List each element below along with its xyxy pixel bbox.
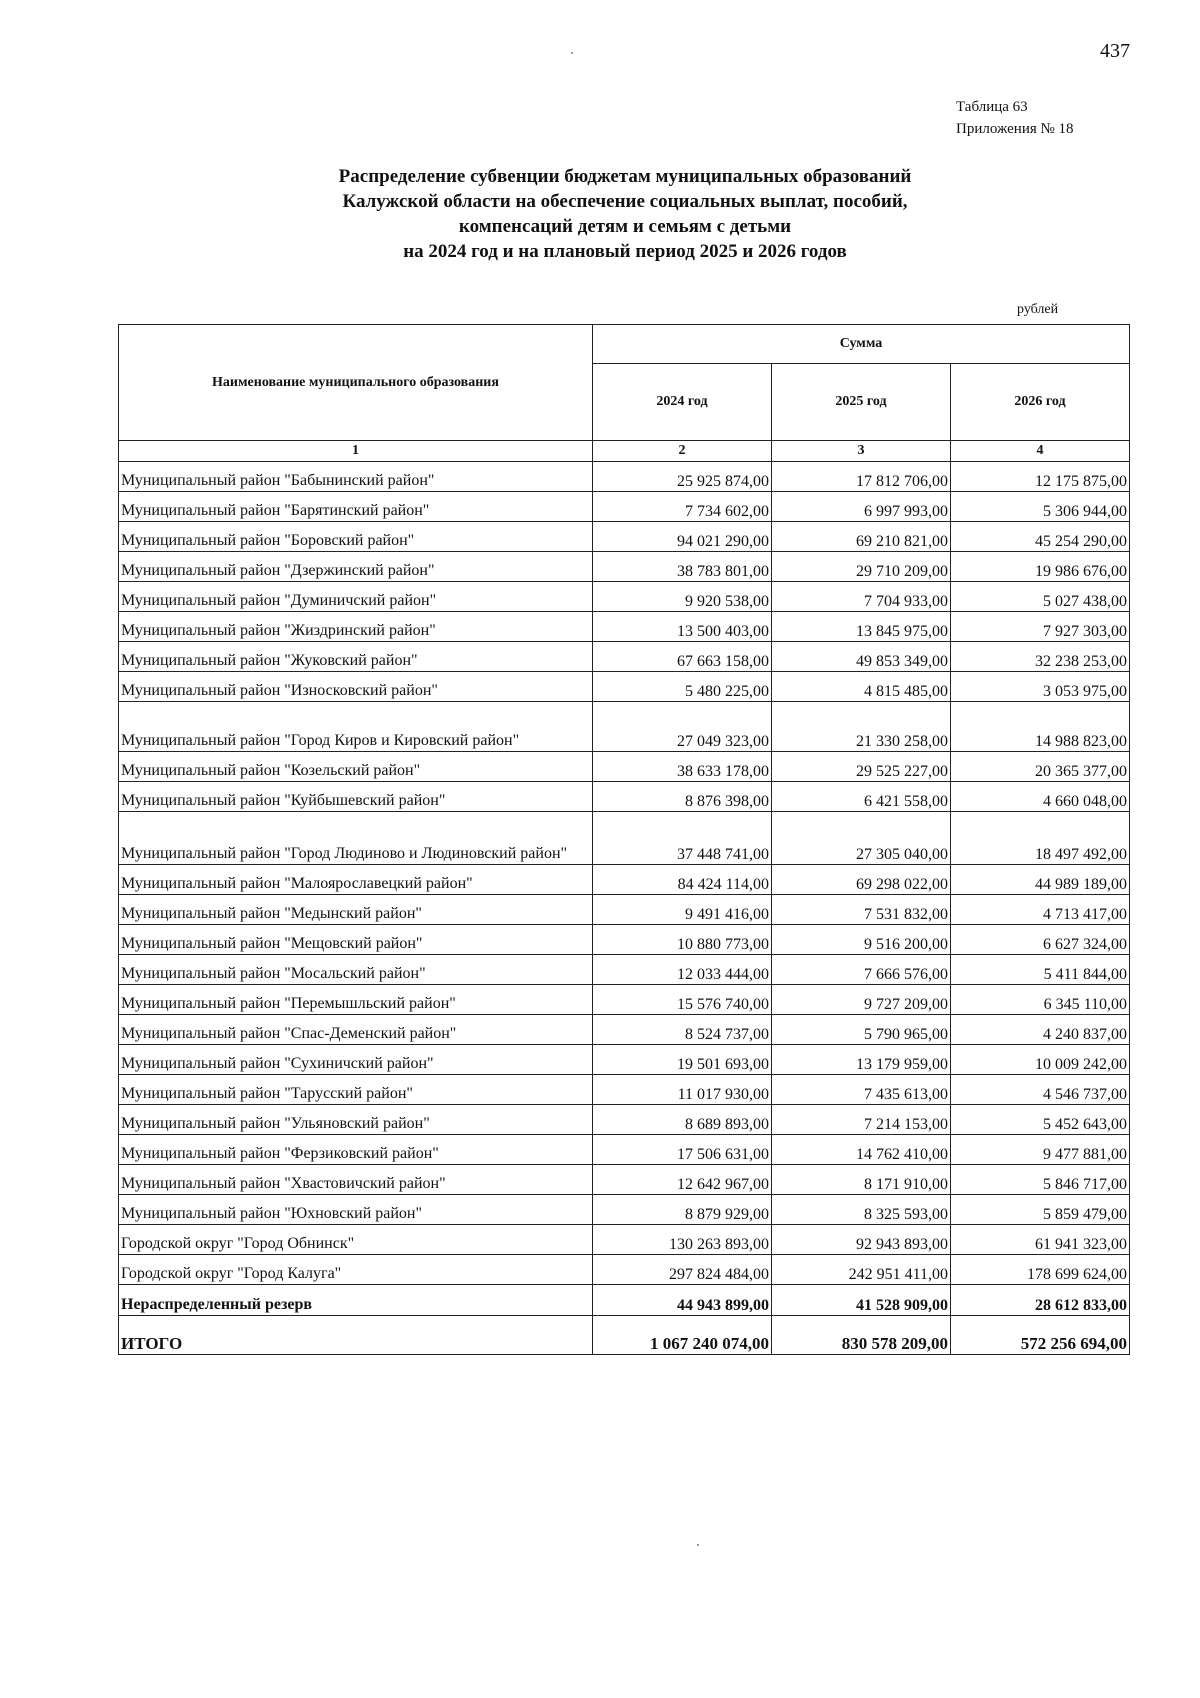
municipality-name: Муниципальный район "Износковский район": [119, 672, 593, 702]
table-row: [119, 462, 1130, 492]
table-reference: Таблица 63: [956, 99, 1028, 115]
table-row: [119, 985, 1130, 1015]
value-2026: 5 452 643,00: [951, 1105, 1130, 1135]
table-row: [119, 1075, 1130, 1105]
value-2024: 84 424 114,00: [593, 865, 772, 895]
value-2024: 25 925 874,00: [593, 462, 772, 492]
value-2025: 92 943 893,00: [772, 1225, 951, 1255]
value-2026: 5 411 844,00: [951, 955, 1130, 985]
value-2024: 8 524 737,00: [593, 1015, 772, 1045]
value-2025: 7 666 576,00: [772, 955, 951, 985]
value-2024: 8 876 398,00: [593, 782, 772, 812]
value-2024: 17 506 631,00: [593, 1135, 772, 1165]
value-2024: 7 734 602,00: [593, 492, 772, 522]
page-number: 437: [1100, 40, 1130, 62]
header-name: Наименование муниципального образования: [119, 325, 593, 441]
value-2024: 12 033 444,00: [593, 955, 772, 985]
table-row: [119, 642, 1130, 672]
value-2024: 297 824 484,00: [593, 1255, 772, 1285]
header-year-2024: 2024 год: [593, 364, 772, 441]
municipality-name: Муниципальный район "Юхновский район": [119, 1195, 593, 1225]
table-row: [119, 492, 1130, 522]
table-row: [119, 552, 1130, 582]
municipality-name: Муниципальный район "Хвастовичский район": [119, 1165, 593, 1195]
header-sum: Сумма: [593, 325, 1130, 364]
value-2025: 7 435 613,00: [772, 1075, 951, 1105]
value-2025: 17 812 706,00: [772, 462, 951, 492]
reserve-label: Нераспределенный резерв: [119, 1285, 593, 1316]
header-row: [119, 325, 1130, 364]
value-2026: 20 365 377,00: [951, 752, 1130, 782]
value-2025: 13 845 975,00: [772, 612, 951, 642]
municipality-name: Муниципальный район "Сухиничский район": [119, 1045, 593, 1075]
value-2026: 3 053 975,00: [951, 672, 1130, 702]
value-2026: 6 627 324,00: [951, 925, 1130, 955]
document-title: [200, 164, 1050, 264]
value-2025: 9 516 200,00: [772, 925, 951, 955]
value-2025: 14 762 410,00: [772, 1135, 951, 1165]
value-2026: 5 306 944,00: [951, 492, 1130, 522]
value-2024: 9 920 538,00: [593, 582, 772, 612]
value-2025: 69 210 821,00: [772, 522, 951, 552]
table-row: [119, 1045, 1130, 1075]
table-row: [119, 1255, 1130, 1285]
value-2024: 10 880 773,00: [593, 925, 772, 955]
municipality-name: Муниципальный район "Тарусский район": [119, 1075, 593, 1105]
value-2025: 4 815 485,00: [772, 672, 951, 702]
value-2026: 12 175 875,00: [951, 462, 1130, 492]
municipality-name: Муниципальный район "Барятинский район": [119, 492, 593, 522]
value-2025: 29 525 227,00: [772, 752, 951, 782]
table-row: [119, 782, 1130, 812]
value-2025: 9 727 209,00: [772, 985, 951, 1015]
scan-speck: [571, 52, 573, 54]
column-number: 3: [772, 441, 951, 462]
municipality-name: Муниципальный район "Ульяновский район": [119, 1105, 593, 1135]
subvention-table: [118, 324, 1130, 1355]
total-2025: 830 578 209,00: [772, 1316, 951, 1355]
table-row: [119, 1225, 1130, 1255]
value-2024: 27 049 323,00: [593, 702, 772, 752]
value-2026: 61 941 323,00: [951, 1225, 1130, 1255]
value-2026: 4 240 837,00: [951, 1015, 1130, 1045]
value-2025: 49 853 349,00: [772, 642, 951, 672]
table-row: [119, 752, 1130, 782]
table-row: [119, 1105, 1130, 1135]
table-row: [119, 955, 1130, 985]
total-label: ИТОГО: [119, 1316, 593, 1355]
value-2024: 38 633 178,00: [593, 752, 772, 782]
value-2025: 8 171 910,00: [772, 1165, 951, 1195]
units-label: рублей: [1017, 302, 1059, 317]
value-2024: 94 021 290,00: [593, 522, 772, 552]
appendix-reference: [956, 96, 1074, 140]
table-row: [119, 1195, 1130, 1225]
value-2024: 12 642 967,00: [593, 1165, 772, 1195]
table-row: [119, 612, 1130, 642]
value-2026: 4 660 048,00: [951, 782, 1130, 812]
value-2025: 6 421 558,00: [772, 782, 951, 812]
municipality-name: Муниципальный район "Боровский район": [119, 522, 593, 552]
reserve-row: [119, 1285, 1130, 1316]
column-numbers-row: [119, 441, 1130, 462]
value-2026: 4 546 737,00: [951, 1075, 1130, 1105]
municipality-name: Муниципальный район "Мосальский район": [119, 955, 593, 985]
header-year-2025: 2025 год: [772, 364, 951, 441]
municipality-name: Городской округ "Город Калуга": [119, 1255, 593, 1285]
municipality-name: Городской округ "Город Обнинск": [119, 1225, 593, 1255]
column-number: 4: [951, 441, 1130, 462]
value-2025: 242 951 411,00: [772, 1255, 951, 1285]
municipality-name: Муниципальный район "Город Киров и Кировский район": [119, 702, 593, 752]
total-2024: 1 067 240 074,00: [593, 1316, 772, 1355]
value-2024: 11 017 930,00: [593, 1075, 772, 1105]
value-2025: 29 710 209,00: [772, 552, 951, 582]
total-row: [119, 1316, 1130, 1355]
value-2024: 37 448 741,00: [593, 812, 772, 865]
column-number: 1: [119, 441, 593, 462]
value-2024: 8 879 929,00: [593, 1195, 772, 1225]
total-2026: 572 256 694,00: [951, 1316, 1130, 1355]
table-row: [119, 702, 1130, 752]
value-2026: 178 699 624,00: [951, 1255, 1130, 1285]
municipality-name: Муниципальный район "Дзержинский район": [119, 552, 593, 582]
table-row: [119, 1135, 1130, 1165]
value-2026: 9 477 881,00: [951, 1135, 1130, 1165]
municipality-name: Муниципальный район "Ферзиковский район": [119, 1135, 593, 1165]
value-2024: 19 501 693,00: [593, 1045, 772, 1075]
municipality-name: Муниципальный район "Жуковский район": [119, 642, 593, 672]
value-2025: 69 298 022,00: [772, 865, 951, 895]
municipality-name: Муниципальный район "Думиничский район": [119, 582, 593, 612]
value-2026: 5 027 438,00: [951, 582, 1130, 612]
municipality-name: Муниципальный район "Мещовский район": [119, 925, 593, 955]
municipality-name: Муниципальный район "Бабынинский район": [119, 462, 593, 492]
column-number: 2: [593, 441, 772, 462]
value-2026: 14 988 823,00: [951, 702, 1130, 752]
value-2025: 6 997 993,00: [772, 492, 951, 522]
value-2025: 27 305 040,00: [772, 812, 951, 865]
municipality-name: Муниципальный район "Медынский район": [119, 895, 593, 925]
table-row: [119, 925, 1130, 955]
table-row: [119, 582, 1130, 612]
value-2026: 4 713 417,00: [951, 895, 1130, 925]
appendix-number: Приложения № 18: [956, 121, 1074, 137]
value-2026: 44 989 189,00: [951, 865, 1130, 895]
table-row: [119, 895, 1130, 925]
value-2024: 8 689 893,00: [593, 1105, 772, 1135]
municipality-name: Муниципальный район "Город Людиново и Людиновский район": [119, 812, 593, 865]
municipality-name: Муниципальный район "Куйбышевский район": [119, 782, 593, 812]
value-2024: 130 263 893,00: [593, 1225, 772, 1255]
value-2026: 32 238 253,00: [951, 642, 1130, 672]
municipality-name: Муниципальный район "Спас-Деменский район": [119, 1015, 593, 1045]
value-2025: 8 325 593,00: [772, 1195, 951, 1225]
value-2025: 5 790 965,00: [772, 1015, 951, 1045]
value-2026: 10 009 242,00: [951, 1045, 1130, 1075]
value-2024: 9 491 416,00: [593, 895, 772, 925]
value-2024: 5 480 225,00: [593, 672, 772, 702]
table-row: [119, 672, 1130, 702]
scan-speck: [697, 1544, 699, 1546]
value-2025: 7 531 832,00: [772, 895, 951, 925]
reserve-2024: 44 943 899,00: [593, 1285, 772, 1316]
value-2024: 38 783 801,00: [593, 552, 772, 582]
municipality-name: Муниципальный район "Жиздринский район": [119, 612, 593, 642]
title-line: Распределение субвенции бюджетам муниципальных образований: [338, 166, 912, 187]
value-2026: 45 254 290,00: [951, 522, 1130, 552]
value-2024: 13 500 403,00: [593, 612, 772, 642]
title-line: Калужской области на обеспечение социальных выплат, пособий,: [342, 191, 908, 212]
reserve-2026: 28 612 833,00: [951, 1285, 1130, 1316]
value-2024: 15 576 740,00: [593, 985, 772, 1015]
title-line: компенсаций детям и семьям с детьми: [458, 216, 792, 237]
reserve-2025: 41 528 909,00: [772, 1285, 951, 1316]
table-row: [119, 1015, 1130, 1045]
value-2026: 5 846 717,00: [951, 1165, 1130, 1195]
municipality-name: Муниципальный район "Малоярославецкий район": [119, 865, 593, 895]
value-2026: 5 859 479,00: [951, 1195, 1130, 1225]
table-row: [119, 1165, 1130, 1195]
value-2025: 7 704 933,00: [772, 582, 951, 612]
value-2025: 13 179 959,00: [772, 1045, 951, 1075]
municipality-name: Муниципальный район "Перемышльский район": [119, 985, 593, 1015]
header-year-2026: 2026 год: [951, 364, 1130, 441]
value-2026: 6 345 110,00: [951, 985, 1130, 1015]
title-line: на 2024 год и на плановый период 2025 и 2026 годов: [403, 241, 847, 262]
table-row: [119, 522, 1130, 552]
value-2026: 18 497 492,00: [951, 812, 1130, 865]
value-2025: 7 214 153,00: [772, 1105, 951, 1135]
table-row: [119, 865, 1130, 895]
value-2026: 19 986 676,00: [951, 552, 1130, 582]
value-2026: 7 927 303,00: [951, 612, 1130, 642]
table-row: [119, 812, 1130, 865]
municipality-name: Муниципальный район "Козельский район": [119, 752, 593, 782]
value-2025: 21 330 258,00: [772, 702, 951, 752]
value-2024: 67 663 158,00: [593, 642, 772, 672]
